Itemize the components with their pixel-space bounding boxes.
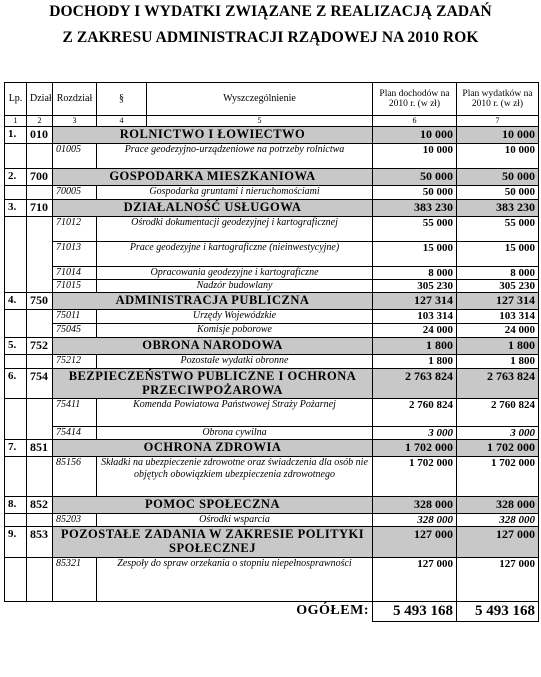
item-rozdzial: 01005 bbox=[53, 144, 97, 169]
item-rozdzial: 85203 bbox=[53, 514, 97, 527]
item-description: Obrona cywilna bbox=[97, 427, 373, 440]
item-description: Urzędy Wojewódzkie bbox=[97, 310, 373, 324]
blank-cell bbox=[27, 457, 53, 497]
section-dochody: 127 000 bbox=[373, 527, 457, 558]
section-name: OBRONA NARODOWA bbox=[53, 338, 373, 355]
header-dzial: Dział bbox=[27, 83, 53, 116]
blank-cell bbox=[27, 514, 53, 527]
blank-cell bbox=[5, 280, 27, 293]
blank-cell bbox=[5, 186, 27, 200]
item-rozdzial: 71013 bbox=[53, 242, 97, 267]
item-description: Ośrodki wsparcia bbox=[97, 514, 373, 527]
item-rozdzial: 75045 bbox=[53, 324, 97, 338]
blank-cell bbox=[27, 355, 53, 369]
item-description: Komisje poborowe bbox=[97, 324, 373, 338]
section-lp: 2. bbox=[5, 169, 27, 186]
table-row bbox=[5, 457, 539, 497]
table-row bbox=[5, 514, 539, 527]
blank-cell bbox=[27, 280, 53, 293]
blank-cell bbox=[27, 324, 53, 338]
item-dochody: 1 702 000 bbox=[373, 457, 457, 497]
col-number: 6 bbox=[373, 116, 457, 127]
section-wydatki: 2 763 824 bbox=[457, 369, 539, 399]
table-row bbox=[5, 144, 539, 169]
item-rozdzial: 70005 bbox=[53, 186, 97, 200]
item-dochody: 103 314 bbox=[373, 310, 457, 324]
section-dochody: 50 000 bbox=[373, 169, 457, 186]
table-row bbox=[5, 186, 539, 200]
section-dochody: 383 230 bbox=[373, 200, 457, 217]
item-description: Prace geodezyjne i kartograficzne (nieinwestycyjne) bbox=[97, 242, 373, 267]
item-wydatki: 2 760 824 bbox=[457, 399, 539, 427]
blank-cell bbox=[27, 399, 53, 427]
blank-cell bbox=[5, 514, 27, 527]
col-number: 5 bbox=[147, 116, 373, 127]
total-dochody: 5 493 168 bbox=[373, 602, 457, 622]
table-row bbox=[5, 242, 539, 267]
blank-cell bbox=[27, 427, 53, 440]
blank-cell bbox=[27, 242, 53, 267]
section-row bbox=[5, 338, 539, 355]
section-name: BEZPIECZEŃSTWO PUBLICZNE I OCHRONA PRZECIWPOŻAROWA bbox=[53, 369, 373, 399]
item-description: Pozostałe wydatki obronne bbox=[97, 355, 373, 369]
col-number: 1 bbox=[5, 116, 27, 127]
item-description: Zespoły do spraw orzekania o stopniu niepełnosprawności bbox=[97, 558, 373, 602]
blank-cell bbox=[27, 310, 53, 324]
item-wydatki: 55 000 bbox=[457, 217, 539, 242]
blank-cell bbox=[27, 267, 53, 280]
item-rozdzial: 75411 bbox=[53, 399, 97, 427]
header-wyszczegolnienie: Wyszczególnienie bbox=[147, 83, 373, 116]
section-wydatki: 383 230 bbox=[457, 200, 539, 217]
table-row bbox=[5, 324, 539, 338]
section-row bbox=[5, 169, 539, 186]
section-row bbox=[5, 497, 539, 514]
section-name: GOSPODARKA MIESZKANIOWA bbox=[53, 169, 373, 186]
item-wydatki: 8 000 bbox=[457, 267, 539, 280]
column-number-row bbox=[5, 116, 539, 127]
section-row bbox=[5, 440, 539, 457]
section-name: ROLNICTWO I ŁOWIECTWO bbox=[53, 127, 373, 144]
section-dochody: 1 800 bbox=[373, 338, 457, 355]
item-description: Ośrodki dokumentacji geodezyjnej i kartograficznej bbox=[97, 217, 373, 242]
col-number: 4 bbox=[97, 116, 147, 127]
section-dzial: 853 bbox=[27, 527, 53, 558]
blank-cell bbox=[5, 310, 27, 324]
blank-cell bbox=[5, 427, 27, 440]
item-dochody: 127 000 bbox=[373, 558, 457, 602]
table-row bbox=[5, 217, 539, 242]
title-line-1: DOCHODY I WYDATKI ZWIĄZANE Z REALIZACJĄ ZADAŃ bbox=[49, 3, 492, 20]
item-dochody: 3 000 bbox=[373, 427, 457, 440]
item-rozdzial: 71014 bbox=[53, 267, 97, 280]
section-name: DZIAŁALNOŚĆ USŁUGOWA bbox=[53, 200, 373, 217]
item-dochody: 15 000 bbox=[373, 242, 457, 267]
section-lp: 5. bbox=[5, 338, 27, 355]
blank-cell bbox=[5, 242, 27, 267]
item-rozdzial: 75011 bbox=[53, 310, 97, 324]
budget-table bbox=[4, 82, 539, 622]
item-description: Nadzór budowlany bbox=[97, 280, 373, 293]
section-dochody: 328 000 bbox=[373, 497, 457, 514]
item-description: Komenda Powiatowa Państwowej Straży Pożarnej bbox=[97, 399, 373, 427]
section-lp: 3. bbox=[5, 200, 27, 217]
blank-cell bbox=[5, 399, 27, 427]
section-row bbox=[5, 127, 539, 144]
section-name: POMOC SPOŁECZNA bbox=[53, 497, 373, 514]
col-number: 7 bbox=[457, 116, 539, 127]
item-dochody: 305 230 bbox=[373, 280, 457, 293]
blank-cell bbox=[27, 558, 53, 602]
item-wydatki: 24 000 bbox=[457, 324, 539, 338]
section-dzial: 852 bbox=[27, 497, 53, 514]
item-description: Składki na ubezpieczenie zdrowotne oraz świadczenia dla osób nie objętych obowiązkiem ubezpieczenia zdrowotnego bbox=[97, 457, 373, 497]
section-dzial: 700 bbox=[27, 169, 53, 186]
item-dochody: 8 000 bbox=[373, 267, 457, 280]
item-wydatki: 15 000 bbox=[457, 242, 539, 267]
blank-cell bbox=[27, 144, 53, 169]
item-dochody: 10 000 bbox=[373, 144, 457, 169]
section-dzial: 750 bbox=[27, 293, 53, 310]
section-wydatki: 328 000 bbox=[457, 497, 539, 514]
item-dochody: 50 000 bbox=[373, 186, 457, 200]
section-wydatki: 127 314 bbox=[457, 293, 539, 310]
item-wydatki: 10 000 bbox=[457, 144, 539, 169]
header-plan-wydatkow: Plan wydatków na 2010 r. (w zł) bbox=[457, 83, 539, 116]
blank-cell bbox=[27, 186, 53, 200]
item-wydatki: 305 230 bbox=[457, 280, 539, 293]
item-rozdzial: 75212 bbox=[53, 355, 97, 369]
item-dochody: 24 000 bbox=[373, 324, 457, 338]
section-dzial: 851 bbox=[27, 440, 53, 457]
section-dzial: 710 bbox=[27, 200, 53, 217]
item-wydatki: 1 702 000 bbox=[457, 457, 539, 497]
item-wydatki: 50 000 bbox=[457, 186, 539, 200]
table-row bbox=[5, 280, 539, 293]
section-lp: 8. bbox=[5, 497, 27, 514]
title-line-2: Z ZAKRESU ADMINISTRACJI RZĄDOWEJ NA 2010 ROK bbox=[62, 29, 479, 46]
section-wydatki: 127 000 bbox=[457, 527, 539, 558]
blank-cell bbox=[5, 457, 27, 497]
header-rozdzial: Rozdział bbox=[53, 83, 97, 116]
blank-cell bbox=[27, 217, 53, 242]
header-row bbox=[5, 83, 539, 116]
item-dochody: 55 000 bbox=[373, 217, 457, 242]
table-row bbox=[5, 355, 539, 369]
total-label: OGÓŁEM: bbox=[296, 603, 369, 618]
item-rozdzial: 85321 bbox=[53, 558, 97, 602]
item-wydatki: 3 000 bbox=[457, 427, 539, 440]
item-rozdzial: 75414 bbox=[53, 427, 97, 440]
section-lp: 4. bbox=[5, 293, 27, 310]
item-description: Prace geodezyjno-urządzeniowe na potrzeby rolnictwa bbox=[97, 144, 373, 169]
header-lp: Lp. bbox=[5, 83, 27, 116]
section-name: OCHRONA ZDROWIA bbox=[53, 440, 373, 457]
item-wydatki: 127 000 bbox=[457, 558, 539, 602]
item-wydatki: 103 314 bbox=[457, 310, 539, 324]
table-row bbox=[5, 558, 539, 602]
total-wydatki: 5 493 168 bbox=[457, 602, 539, 622]
section-wydatki: 1 800 bbox=[457, 338, 539, 355]
header-plan-dochodow: Plan dochodów na 2010 r. (w zł) bbox=[373, 83, 457, 116]
section-dzial: 010 bbox=[27, 127, 53, 144]
section-wydatki: 10 000 bbox=[457, 127, 539, 144]
item-rozdzial: 85156 bbox=[53, 457, 97, 497]
item-description: Opracowania geodezyjne i kartograficzne bbox=[97, 267, 373, 280]
section-row bbox=[5, 527, 539, 558]
table-row bbox=[5, 399, 539, 427]
table-row bbox=[5, 310, 539, 324]
section-lp: 7. bbox=[5, 440, 27, 457]
item-wydatki: 1 800 bbox=[457, 355, 539, 369]
blank-cell bbox=[5, 558, 27, 602]
section-wydatki: 1 702 000 bbox=[457, 440, 539, 457]
item-description: Gospodarka gruntami i nieruchomościami bbox=[97, 186, 373, 200]
section-name: ADMINISTRACJA PUBLICZNA bbox=[53, 293, 373, 310]
section-lp: 9. bbox=[5, 527, 27, 558]
blank-cell bbox=[5, 217, 27, 242]
section-dochody: 2 763 824 bbox=[373, 369, 457, 399]
section-lp: 6. bbox=[5, 369, 27, 399]
section-dzial: 752 bbox=[27, 338, 53, 355]
section-dochody: 127 314 bbox=[373, 293, 457, 310]
blank-cell bbox=[5, 144, 27, 169]
section-name: POZOSTAŁE ZADANIA W ZAKRESIE POLITYKI SPOŁECZNEJ bbox=[53, 527, 373, 558]
blank-cell bbox=[5, 267, 27, 280]
item-rozdzial: 71012 bbox=[53, 217, 97, 242]
col-number: 3 bbox=[53, 116, 97, 127]
col-number: 2 bbox=[27, 116, 53, 127]
item-dochody: 328 000 bbox=[373, 514, 457, 527]
section-lp: 1. bbox=[5, 127, 27, 144]
item-wydatki: 328 000 bbox=[457, 514, 539, 527]
section-row bbox=[5, 369, 539, 399]
item-dochody: 2 760 824 bbox=[373, 399, 457, 427]
section-dzial: 754 bbox=[27, 369, 53, 399]
item-dochody: 1 800 bbox=[373, 355, 457, 369]
blank-cell bbox=[5, 324, 27, 338]
section-dochody: 1 702 000 bbox=[373, 440, 457, 457]
blank-cell bbox=[5, 355, 27, 369]
header-paragraf: § bbox=[97, 83, 147, 116]
section-dochody: 10 000 bbox=[373, 127, 457, 144]
item-rozdzial: 71015 bbox=[53, 280, 97, 293]
section-wydatki: 50 000 bbox=[457, 169, 539, 186]
section-row bbox=[5, 200, 539, 217]
section-row bbox=[5, 293, 539, 310]
total-row bbox=[5, 602, 539, 622]
table-row bbox=[5, 427, 539, 440]
table-row bbox=[5, 267, 539, 280]
